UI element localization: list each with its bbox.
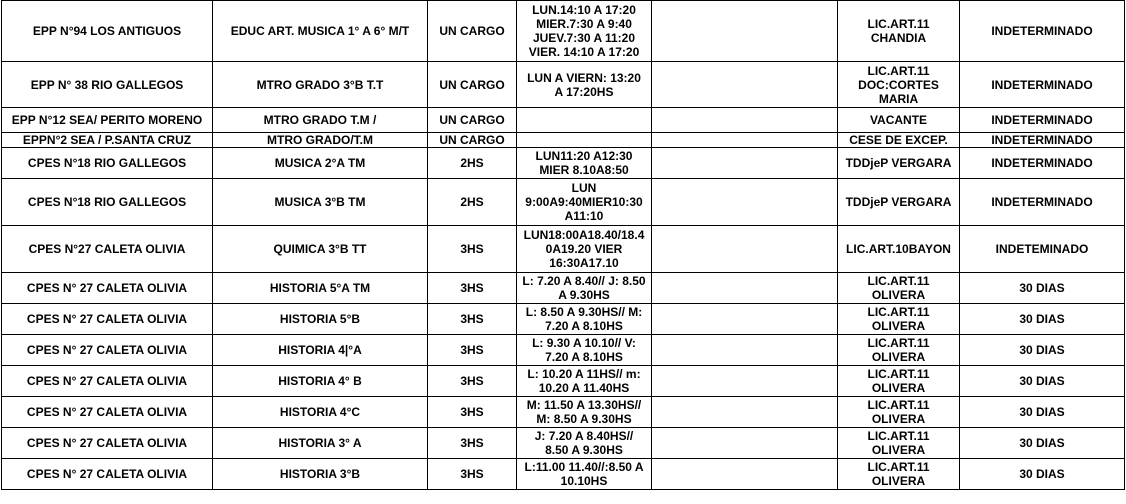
schedule-cell: L:11.00 11.40//:8.50 A 10.10HS — [517, 459, 652, 490]
school-cell: CPES N° 27 CALETA OLIVIA — [2, 366, 213, 397]
table-row — [2, 428, 1125, 459]
school-cell: EPPN°2 SEA / P.SANTA CRUZ — [2, 133, 213, 148]
situation-cell: LIC.ART.11 OLIVERA — [838, 397, 960, 428]
situation-cell: LIC.ART.11 OLIVERA — [838, 428, 960, 459]
load-cell: UN CARGO — [428, 1, 517, 62]
duration-cell: INDETERMINADO — [960, 133, 1125, 148]
table-row — [2, 62, 1125, 108]
empty-cell — [652, 226, 838, 273]
empty-cell — [652, 108, 838, 133]
empty-cell — [652, 397, 838, 428]
subject-cell: HISTORIA 4|°A — [213, 335, 428, 366]
load-cell: 3HS — [428, 366, 517, 397]
load-cell: 3HS — [428, 428, 517, 459]
situation-cell: TDDjeP VERGARA — [838, 148, 960, 179]
school-cell: EPP N° 38 RIO GALLEGOS — [2, 62, 213, 108]
duration-cell: 30 DIAS — [960, 304, 1125, 335]
duration-cell: INDETERMINADO — [960, 1, 1125, 62]
empty-cell — [652, 179, 838, 226]
empty-cell — [652, 366, 838, 397]
school-cell: CPES N° 27 CALETA OLIVIA — [2, 335, 213, 366]
situation-cell: LIC.ART.11 DOC:CORTES MARIA — [838, 62, 960, 108]
duration-cell: INDETERMINADO — [960, 148, 1125, 179]
subject-cell: EDUC ART. MUSICA 1° A 6° M/T — [213, 1, 428, 62]
load-cell: 3HS — [428, 459, 517, 490]
table-row — [2, 148, 1125, 179]
subject-cell: HISTORIA 4°C — [213, 397, 428, 428]
table-row — [2, 459, 1125, 490]
load-cell: 3HS — [428, 273, 517, 304]
school-cell: CPES N°18 RIO GALLEGOS — [2, 148, 213, 179]
school-cell: CPES N°27 CALETA OLIVIA — [2, 226, 213, 273]
schedule-cell: J: 7.20 A 8.40HS// 8.50 A 9.30HS — [517, 428, 652, 459]
table-row — [2, 397, 1125, 428]
assignments-table — [1, 0, 1125, 490]
situation-cell: LIC.ART.10BAYON — [838, 226, 960, 273]
load-cell: 2HS — [428, 148, 517, 179]
subject-cell: HISTORIA 3° A — [213, 428, 428, 459]
table-row — [2, 304, 1125, 335]
schedule-cell: LUN 9:00A9:40MIER10:30 A11:10 — [517, 179, 652, 226]
table-row — [2, 226, 1125, 273]
schedule-cell: L: 9.30 A 10.10// V: 7.20 A 8.10HS — [517, 335, 652, 366]
duration-cell: 30 DIAS — [960, 397, 1125, 428]
subject-cell: MTRO GRADO/T.M — [213, 133, 428, 148]
school-cell: CPES N° 27 CALETA OLIVIA — [2, 273, 213, 304]
table-row — [2, 179, 1125, 226]
schedule-cell: LUN.14:10 A 17:20 MIER.7:30 A 9:40 JUEV.7:30 A 11:20 VIER. 14:10 A 17:20 — [517, 1, 652, 62]
school-cell: EPP N°12 SEA/ PERITO MORENO — [2, 108, 213, 133]
table-row — [2, 108, 1125, 133]
schedule-cell — [517, 108, 652, 133]
load-cell: UN CARGO — [428, 62, 517, 108]
situation-cell: LIC.ART.11 CHANDIA — [838, 1, 960, 62]
empty-cell — [652, 304, 838, 335]
situation-cell: LIC.ART.11 OLIVERA — [838, 273, 960, 304]
empty-cell — [652, 1, 838, 62]
school-cell: CPES N° 27 CALETA OLIVIA — [2, 459, 213, 490]
subject-cell: QUIMICA 3°B TT — [213, 226, 428, 273]
empty-cell — [652, 62, 838, 108]
subject-cell: MUSICA 2°A TM — [213, 148, 428, 179]
situation-cell: LIC.ART.11 OLIVERA — [838, 366, 960, 397]
duration-cell: INDETERMINADO — [960, 62, 1125, 108]
duration-cell: INDETERMINADO — [960, 108, 1125, 133]
load-cell: 3HS — [428, 226, 517, 273]
situation-cell: VACANTE — [838, 108, 960, 133]
empty-cell — [652, 428, 838, 459]
situation-cell: LIC.ART.11 OLIVERA — [838, 304, 960, 335]
schedule-cell: LUN A VIERN: 13:20 A 17:20HS — [517, 62, 652, 108]
school-cell: CPES N° 27 CALETA OLIVIA — [2, 304, 213, 335]
load-cell: UN CARGO — [428, 108, 517, 133]
table-row — [2, 335, 1125, 366]
school-cell: EPP N°94 LOS ANTIGUOS — [2, 1, 213, 62]
duration-cell: INDETEMINADO — [960, 226, 1125, 273]
subject-cell: HISTORIA 5°A TM — [213, 273, 428, 304]
subject-cell: HISTORIA 4° B — [213, 366, 428, 397]
schedule-cell — [517, 133, 652, 148]
duration-cell: 30 DIAS — [960, 335, 1125, 366]
table-row — [2, 366, 1125, 397]
load-cell: 3HS — [428, 335, 517, 366]
duration-cell: INDETERMINADO — [960, 179, 1125, 226]
table-row — [2, 1, 1125, 62]
school-cell: CPES N°18 RIO GALLEGOS — [2, 179, 213, 226]
duration-cell: 30 DIAS — [960, 273, 1125, 304]
empty-cell — [652, 459, 838, 490]
subject-cell: MTRO GRADO T.M / — [213, 108, 428, 133]
load-cell: 3HS — [428, 304, 517, 335]
school-cell: CPES N° 27 CALETA OLIVIA — [2, 397, 213, 428]
load-cell: UN CARGO — [428, 133, 517, 148]
schedule-cell: L: 7.20 A 8.40// J: 8.50 A 9.30HS — [517, 273, 652, 304]
subject-cell: MTRO GRADO 3°B T.T — [213, 62, 428, 108]
schedule-cell: LUN18:00A18.40/18.4 0A19.20 VIER 16:30A17.10 — [517, 226, 652, 273]
duration-cell: 30 DIAS — [960, 428, 1125, 459]
table-row — [2, 273, 1125, 304]
empty-cell — [652, 133, 838, 148]
schedule-cell: M: 11.50 A 13.30HS// M: 8.50 A 9.30HS — [517, 397, 652, 428]
subject-cell: HISTORIA 5°B — [213, 304, 428, 335]
schedule-cell: L: 8.50 A 9.30HS// M: 7.20 A 8.10HS — [517, 304, 652, 335]
situation-cell: LIC.ART.11 OLIVERA — [838, 459, 960, 490]
situation-cell: TDDjeP VERGARA — [838, 179, 960, 226]
subject-cell: HISTORIA 3°B — [213, 459, 428, 490]
empty-cell — [652, 148, 838, 179]
situation-cell: CESE DE EXCEP. — [838, 133, 960, 148]
duration-cell: 30 DIAS — [960, 459, 1125, 490]
load-cell: 3HS — [428, 397, 517, 428]
schedule-cell: LUN11:20 A12:30 MIER 8.10A8:50 — [517, 148, 652, 179]
situation-cell: LIC.ART.11 OLIVERA — [838, 335, 960, 366]
load-cell: 2HS — [428, 179, 517, 226]
table-body — [2, 1, 1125, 490]
schedule-cell: L: 10.20 A 11HS// m: 10.20 A 11.40HS — [517, 366, 652, 397]
empty-cell — [652, 273, 838, 304]
duration-cell: 30 DIAS — [960, 366, 1125, 397]
empty-cell — [652, 335, 838, 366]
subject-cell: MUSICA 3°B TM — [213, 179, 428, 226]
table-row — [2, 133, 1125, 148]
school-cell: CPES N° 27 CALETA OLIVIA — [2, 428, 213, 459]
